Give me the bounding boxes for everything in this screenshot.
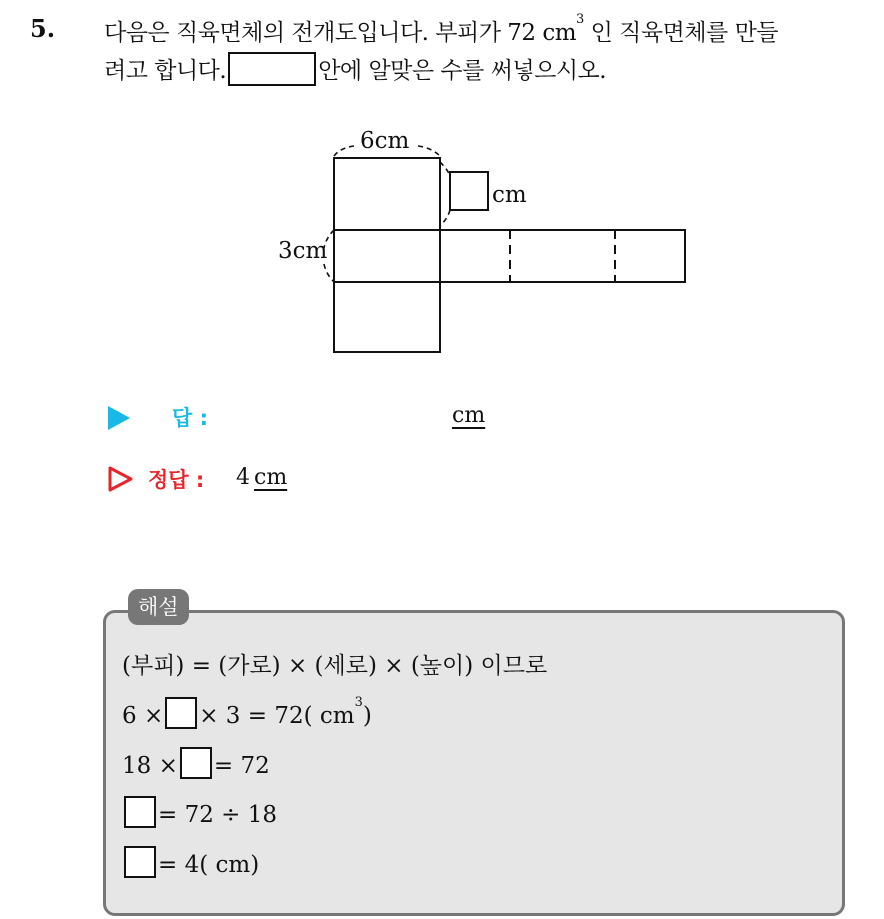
correct-answer-label: 정답 : bbox=[148, 468, 205, 492]
net-side-strip bbox=[440, 230, 685, 282]
net-figure bbox=[270, 118, 710, 368]
question-text-part: 인 직육면체를 만들 bbox=[583, 20, 779, 46]
unit-exponent: 3 bbox=[576, 12, 584, 27]
blank-box bbox=[228, 52, 316, 86]
net-top-face bbox=[334, 158, 440, 230]
solution-text: 18 × bbox=[122, 753, 178, 779]
question-text-line1 bbox=[104, 14, 778, 47]
unit-cm: cm bbox=[535, 20, 577, 46]
label-left-3cm: 3cm bbox=[278, 238, 328, 264]
solution-blank-box bbox=[124, 796, 156, 828]
solution-text: 6 × bbox=[122, 703, 164, 729]
solution-line1: (부피) = (가로) × (세로) × (높이) 이므로 bbox=[122, 653, 548, 679]
solution-tag: 해설 bbox=[128, 589, 189, 625]
answer-label: 답 : bbox=[172, 406, 208, 430]
play-triangle-icon bbox=[108, 406, 130, 430]
solution-exponent: 3 bbox=[354, 695, 363, 710]
solution-line3 bbox=[122, 747, 270, 779]
question-number: 5. bbox=[30, 14, 56, 43]
net-bottom-face bbox=[334, 282, 440, 352]
solution-text: = 72 bbox=[213, 753, 270, 779]
question-text-line2 bbox=[104, 52, 606, 86]
solution-blank-box bbox=[165, 697, 197, 729]
question-text-part: 려고 합니다. bbox=[104, 58, 227, 84]
correct-answer-unit: cm bbox=[254, 465, 288, 490]
label-box-unit: cm bbox=[492, 182, 527, 208]
solution-blank-box bbox=[180, 747, 212, 779]
solution-text: × 3 = 72( cm bbox=[199, 703, 355, 729]
figure-blank-box bbox=[450, 172, 488, 210]
solution-text: = 72 ÷ 18 bbox=[158, 802, 278, 828]
dimension-arc-height bbox=[440, 162, 450, 226]
solution-line2 bbox=[122, 697, 372, 729]
solution-text: = 4( cm) bbox=[158, 852, 260, 878]
solution-blank-box bbox=[124, 846, 156, 878]
question-text-part: 안에 알맞은 수를 써넣으시오. bbox=[318, 58, 607, 84]
correct-answer-value bbox=[236, 465, 287, 490]
solution-text: ) bbox=[362, 703, 372, 729]
solution-line5 bbox=[122, 846, 259, 878]
solution-line4 bbox=[122, 796, 277, 828]
question-text-part: 다음은 직육면체의 전개도입니다. 부피가 72 bbox=[104, 20, 536, 46]
answer-blank-unit[interactable]: cm bbox=[452, 403, 486, 428]
outline-triangle-icon bbox=[108, 466, 134, 492]
correct-answer-number: 4 bbox=[236, 465, 250, 490]
label-top-6cm: 6cm bbox=[360, 128, 410, 154]
